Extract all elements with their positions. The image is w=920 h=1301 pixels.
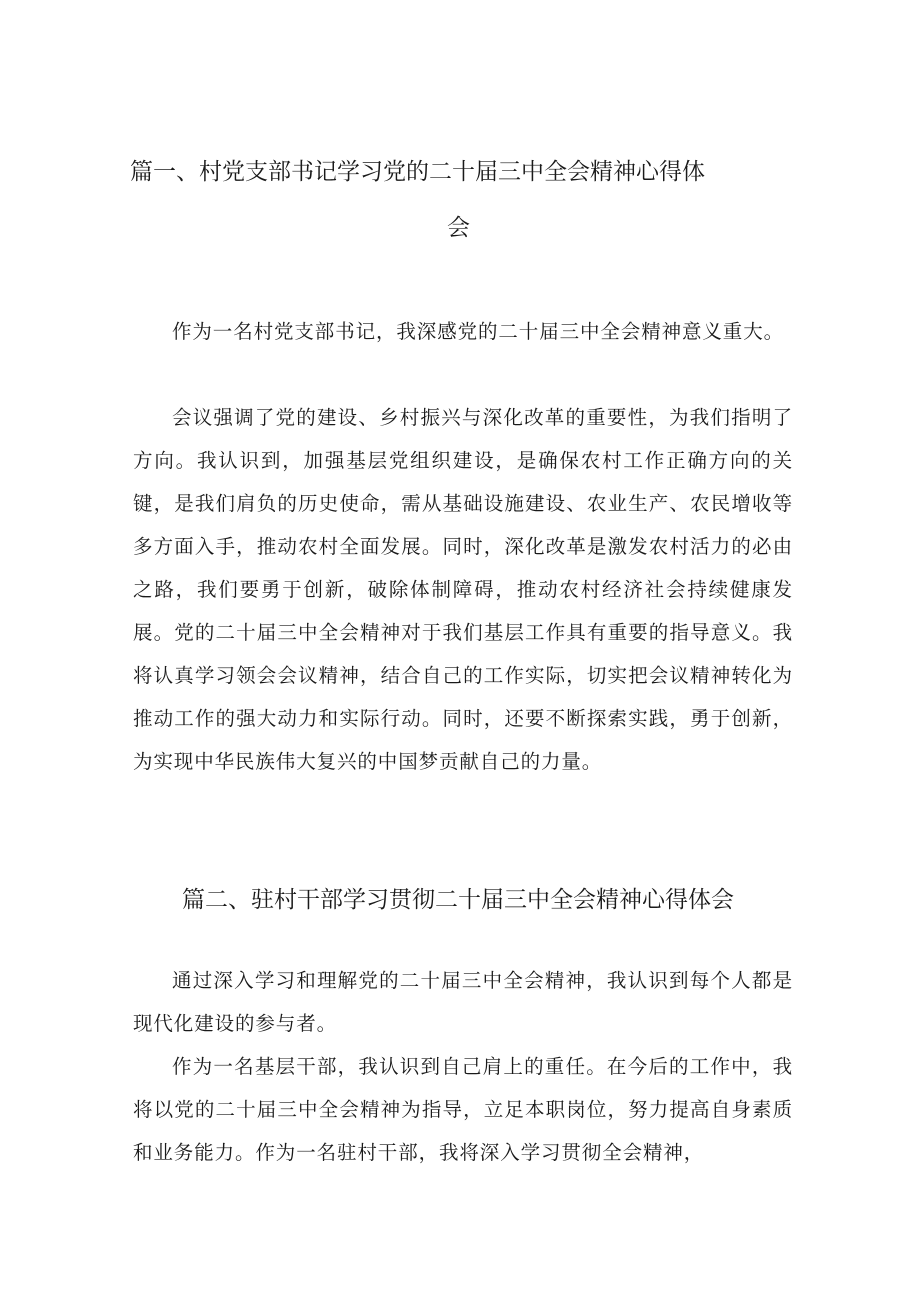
section1-paragraph-1: 作为一名村党支部书记，我深感党的二十届三中全会精神意义重大。 [172,320,785,343]
section2-paragraph-1: 通过深入学习和理解党的二十届三中全会精神，我认识到每个人都是现代化建设的参与者。 [133,969,793,1035]
section1-title-line1: 篇一、村党支部书记学习党的二十届三中全会精神心得体 [130,159,705,185]
section1-paragraph-2: 会议强调了党的建设、乡村振兴与深化改革的重要性，为我们指明了方向。我认识到，加强基层党组织建设，是确保农村工作正确方向的关键，是我们肩负的历史使命，需从基础设施建设、农业生产、农民增收等多方面入手，推动农村全面发展。同时，深化改革是激发农村活力的必由之路，我们要勇于创新，破除体制障碍，推动农村经济社会持续健康发展。党的二十届三中全会精神对于我们基层工作具有重要的指导意义。我将认真学习领会会议精神，结合自己的工作实际，切实把会议精神转化为推动工作的强大动力和实际行动。同时，还要不断探索实践，勇于创新，为实现中华民族伟大复兴的中国梦贡献自己的力量。 [133,406,793,773]
section2-paragraph-2: 作为一名基层干部，我认识到自己肩上的重任。在今后的工作中，我将以党的二十届三中全会精神为指导，立足本职岗位，努力提高自身素质和业务能力。作为一名驻村干部，我将深入学习贯彻全会精神， [133,1055,793,1164]
section2-title: 篇二、驻村干部学习贯彻二十届三中全会精神心得体会 [182,887,734,913]
section1-title-line2: 会 [447,215,470,241]
